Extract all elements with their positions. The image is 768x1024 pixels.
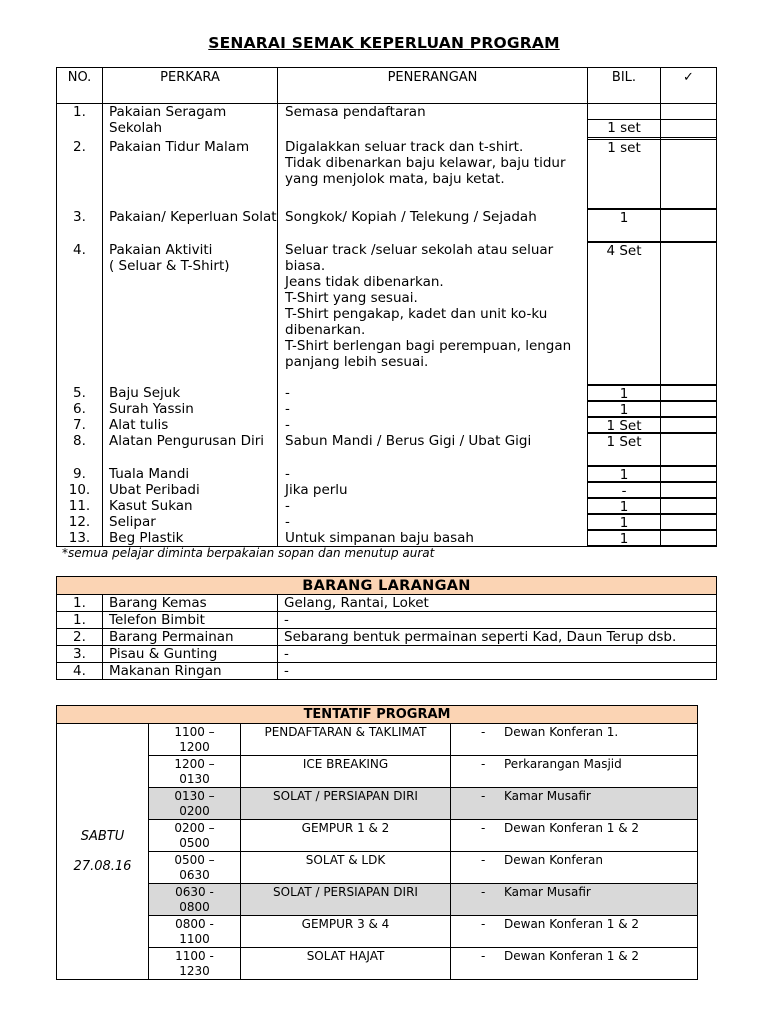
location-dash: - <box>481 917 486 931</box>
location-dash: - <box>481 853 486 867</box>
time-end: 1230 <box>179 964 210 978</box>
tentatif-location-cell <box>451 884 698 916</box>
checklist-checkbox <box>661 433 717 466</box>
checklist-no: 4. <box>57 242 103 385</box>
checklist-item: Pakaian Tidur Malam <box>103 139 278 209</box>
checklist-qty: 1 set <box>588 119 660 138</box>
checklist-desc: - <box>278 498 588 514</box>
checklist-desc: Sabun Mandi / Berus Gigi / Ubat Gigi <box>278 433 588 466</box>
tentatif-activity: PENDAFTARAN & TAKLIMAT <box>241 724 451 756</box>
tentatif-location-cell <box>451 916 698 948</box>
checklist-qty: 1 <box>588 385 660 401</box>
checklist-qty-cell <box>588 401 661 417</box>
checklist-desc: Untuk simpanan baju basah <box>278 530 588 547</box>
tentatif-location-cell <box>451 948 698 980</box>
larangan-no: 1. <box>57 612 103 629</box>
time-start: 0130 – <box>174 789 215 803</box>
checklist-no: 5. <box>57 385 103 401</box>
tentatif-time <box>149 852 241 884</box>
time-start: 0500 – <box>174 853 215 867</box>
time-start: 1100 – <box>174 725 215 739</box>
location-text: Dewan Konferan 1 & 2 <box>504 949 639 963</box>
larangan-row <box>57 612 717 629</box>
checklist-desc: - <box>278 385 588 401</box>
checklist-qty-cell <box>588 466 661 482</box>
checklist-no: 11. <box>57 498 103 514</box>
larangan-title: BARANG LARANGAN <box>57 577 717 595</box>
checklist-checkbox <box>661 401 717 417</box>
page-title: SENARAI SEMAK KEPERLUAN PROGRAM <box>208 34 560 52</box>
checklist-desc: Jika perlu <box>278 482 588 498</box>
time-start: 1100 - <box>175 949 214 963</box>
tentatif-activity: SOLAT HAJAT <box>241 948 451 980</box>
checklist-qty-cell <box>588 139 661 209</box>
checkbox-box[interactable] <box>661 209 716 242</box>
location-text: Dewan Konferan <box>504 853 603 867</box>
checklist-row <box>57 498 717 514</box>
checklist-row <box>57 482 717 498</box>
checklist-item: Kasut Sukan <box>103 498 278 514</box>
checklist-row <box>57 385 717 401</box>
checkbox-box[interactable] <box>661 385 716 401</box>
tentatif-date: 27.08.16 <box>73 858 132 874</box>
checklist-qty-cell <box>588 417 661 433</box>
time-end: 0130 <box>179 772 210 786</box>
checklist-checkbox <box>661 139 717 209</box>
checklist-no: 9. <box>57 466 103 482</box>
checkbox-box[interactable] <box>661 401 716 417</box>
checklist-desc: Songkok/ Kopiah / Telekung / Sejadah <box>278 209 588 242</box>
checklist-qty-cell <box>588 514 661 530</box>
checklist-checkbox <box>661 514 717 530</box>
checklist-desc: - <box>278 466 588 482</box>
larangan-row <box>57 629 717 646</box>
tentatif-activity: ICE BREAKING <box>241 756 451 788</box>
checklist-checkbox <box>661 104 717 139</box>
checklist-no: 10. <box>57 482 103 498</box>
tentatif-header-row <box>57 706 698 724</box>
time-start: 0200 – <box>174 821 215 835</box>
checklist-row <box>57 433 717 466</box>
location-text: Dewan Konferan 1. <box>504 725 619 739</box>
checklist-qty: 1 Set <box>588 417 660 433</box>
checklist-item: Pakaian Seragam Sekolah <box>103 104 278 139</box>
time-start: 1200 – <box>174 757 215 771</box>
header-check: ✓ <box>661 68 717 104</box>
checklist-item: Beg Plastik <box>103 530 278 547</box>
time-end: 1100 <box>179 932 210 946</box>
checklist-no: 13. <box>57 530 103 547</box>
time-end: 0800 <box>179 900 210 914</box>
checklist-item: Surah Yassin <box>103 401 278 417</box>
larangan-row <box>57 646 717 663</box>
checkbox-box[interactable] <box>661 466 716 482</box>
tentatif-activity: GEMPUR 3 & 4 <box>241 916 451 948</box>
checklist-qty: 1 <box>588 498 660 514</box>
tentatif-location-cell <box>451 756 698 788</box>
checklist-checkbox <box>661 209 717 242</box>
checklist-qty: 1 <box>588 530 660 546</box>
checkbox-box[interactable] <box>661 482 716 498</box>
location-dash: - <box>481 885 486 899</box>
checklist-qty-cell <box>588 433 661 466</box>
location-dash: - <box>481 725 486 739</box>
checkbox-box[interactable] <box>661 498 716 514</box>
checkbox-box[interactable] <box>661 119 716 138</box>
checklist-row <box>57 417 717 433</box>
larangan-item: Barang Kemas <box>103 595 278 612</box>
checklist-item: Ubat Peribadi <box>103 482 278 498</box>
checklist-no: 6. <box>57 401 103 417</box>
checklist-item: Pakaian/ Keperluan Solat <box>103 209 278 242</box>
checklist-no: 8. <box>57 433 103 466</box>
checklist-row <box>57 530 717 547</box>
checklist-row <box>57 242 717 385</box>
tentatif-row <box>57 756 698 788</box>
larangan-desc: Gelang, Rantai, Loket <box>278 595 717 612</box>
checklist-item: Baju Sejuk <box>103 385 278 401</box>
checklist-desc: - <box>278 401 588 417</box>
location-dash: - <box>481 949 486 963</box>
larangan-no: 3. <box>57 646 103 663</box>
checklist-item: Pakaian Aktiviti ( Seluar & T-Shirt) <box>103 242 278 385</box>
larangan-no: 4. <box>57 663 103 680</box>
checkbox-box[interactable] <box>661 242 716 385</box>
checklist-checkbox <box>661 466 717 482</box>
tentatif-row <box>57 820 698 852</box>
checklist-desc: Seluar track /seluar sekolah atau seluar biasa. Jeans tidak dibenarkan. T-Shirt yang sesuai. T-Shirt pengakap, kadet dan unit ko-ku dibenarkan. T-Shirt berlengan bagi perempuan, lengan panjang lebih sesuai. <box>278 242 588 385</box>
tentatif-row <box>57 884 698 916</box>
time-end: 1200 <box>179 740 210 754</box>
checklist-qty-cell <box>588 385 661 401</box>
checklist-row <box>57 466 717 482</box>
checklist-qty: 1 set <box>588 139 660 209</box>
checkbox-box[interactable] <box>661 139 716 209</box>
checklist-no: 3. <box>57 209 103 242</box>
larangan-desc: Sebarang bentuk permainan seperti Kad, Daun Terup dsb. <box>278 629 717 646</box>
time-end: 0500 <box>179 836 210 850</box>
tentatif-location-cell <box>451 820 698 852</box>
tentatif-time <box>149 948 241 980</box>
checklist-row <box>57 401 717 417</box>
location-dash: - <box>481 789 486 803</box>
tentatif-day-cell <box>57 724 149 980</box>
tentatif-row <box>57 788 698 820</box>
checklist-desc: Digalakkan seluar track dan t-shirt. Tidak dibenarkan baju kelawar, baju tidur yang menjolok mata, baju ketat. <box>278 139 588 209</box>
tentatif-title: TENTATIF PROGRAM <box>57 706 698 724</box>
tentatif-time <box>149 788 241 820</box>
tentatif-row <box>57 948 698 980</box>
checklist-row <box>57 139 717 209</box>
checklist-qty: 1 <box>588 209 660 242</box>
tentatif-activity: SOLAT / PERSIAPAN DIRI <box>241 788 451 820</box>
checklist-item: Tuala Mandi <box>103 466 278 482</box>
header-no: NO. <box>57 68 103 104</box>
checklist-row <box>57 514 717 530</box>
checklist-no: 7. <box>57 417 103 433</box>
checkbox-box[interactable] <box>661 433 716 466</box>
checklist-note: *semua pelajar diminta berpakaian sopan dan menutup aurat <box>62 546 435 560</box>
checklist-table <box>56 67 717 547</box>
checklist-checkbox <box>661 530 717 547</box>
tentatif-day: SABTU <box>80 828 125 844</box>
tentatif-location-cell <box>451 852 698 884</box>
checklist-row <box>57 104 717 139</box>
checklist-desc: - <box>278 417 588 433</box>
tentatif-location-cell <box>451 724 698 756</box>
tentatif-row <box>57 724 698 756</box>
location-text: Perkarangan Masjid <box>504 757 622 771</box>
larangan-desc: - <box>278 663 717 680</box>
checklist-qty-cell <box>588 482 661 498</box>
larangan-no: 2. <box>57 629 103 646</box>
checklist-qty: 4 Set <box>588 242 660 385</box>
checkbox-box[interactable] <box>661 417 716 433</box>
checklist-qty-cell <box>588 530 661 547</box>
tentatif-table <box>56 705 698 980</box>
checklist-item: Alat tulis <box>103 417 278 433</box>
checklist-no: 1. <box>57 104 103 139</box>
checkbox-box[interactable] <box>661 530 716 546</box>
tentatif-row <box>57 852 698 884</box>
checklist-qty: 1 <box>588 466 660 482</box>
tentatif-activity: GEMPUR 1 & 2 <box>241 820 451 852</box>
checkbox-box[interactable] <box>661 514 716 530</box>
checklist-qty-cell <box>588 242 661 385</box>
larangan-no: 1. <box>57 595 103 612</box>
checklist-desc: - <box>278 514 588 530</box>
checklist-qty-cell <box>588 498 661 514</box>
larangan-header-row <box>57 577 717 595</box>
tentatif-time <box>149 724 241 756</box>
time-start: 0800 - <box>175 917 214 931</box>
header-penerangan: PENERANGAN <box>278 68 588 104</box>
checklist-qty-cell <box>588 209 661 242</box>
larangan-table <box>56 576 717 680</box>
location-dash: - <box>481 821 486 835</box>
checklist-qty: 1 Set <box>588 433 660 466</box>
checklist-qty: 1 <box>588 514 660 530</box>
checklist-no: 2. <box>57 139 103 209</box>
checklist-qty-cell <box>588 104 661 139</box>
time-end: 0630 <box>179 868 210 882</box>
larangan-row <box>57 663 717 680</box>
header-perkara: PERKARA <box>103 68 278 104</box>
larangan-desc: - <box>278 612 717 629</box>
tentatif-location-cell <box>451 788 698 820</box>
checklist-qty: 1 <box>588 401 660 417</box>
tentatif-time <box>149 820 241 852</box>
larangan-item: Telefon Bimbit <box>103 612 278 629</box>
checklist-item: Alatan Pengurusan Diri <box>103 433 278 466</box>
tentatif-time <box>149 756 241 788</box>
checklist-checkbox <box>661 417 717 433</box>
checklist-checkbox <box>661 242 717 385</box>
tentatif-time <box>149 916 241 948</box>
checklist-header-row <box>57 68 717 104</box>
location-text: Kamar Musafir <box>504 789 591 803</box>
tentatif-time <box>149 884 241 916</box>
larangan-item: Pisau & Gunting <box>103 646 278 663</box>
checklist-qty: - <box>588 482 660 498</box>
checklist-checkbox <box>661 498 717 514</box>
larangan-desc: - <box>278 646 717 663</box>
checklist-desc: Semasa pendaftaran <box>278 104 588 139</box>
larangan-item: Makanan Ringan <box>103 663 278 680</box>
location-text: Kamar Musafir <box>504 885 591 899</box>
tentatif-row <box>57 916 698 948</box>
checklist-checkbox <box>661 385 717 401</box>
checklist-no: 12. <box>57 514 103 530</box>
tentatif-activity: SOLAT / PERSIAPAN DIRI <box>241 884 451 916</box>
location-dash: - <box>481 757 486 771</box>
checklist-checkbox <box>661 482 717 498</box>
location-text: Dewan Konferan 1 & 2 <box>504 821 639 835</box>
time-start: 0630 - <box>175 885 214 899</box>
tentatif-activity: SOLAT & LDK <box>241 852 451 884</box>
location-text: Dewan Konferan 1 & 2 <box>504 917 639 931</box>
larangan-item: Barang Permainan <box>103 629 278 646</box>
checklist-item: Selipar <box>103 514 278 530</box>
time-end: 0200 <box>179 804 210 818</box>
checklist-row <box>57 209 717 242</box>
larangan-row <box>57 595 717 612</box>
header-bil: BIL. <box>588 68 661 104</box>
